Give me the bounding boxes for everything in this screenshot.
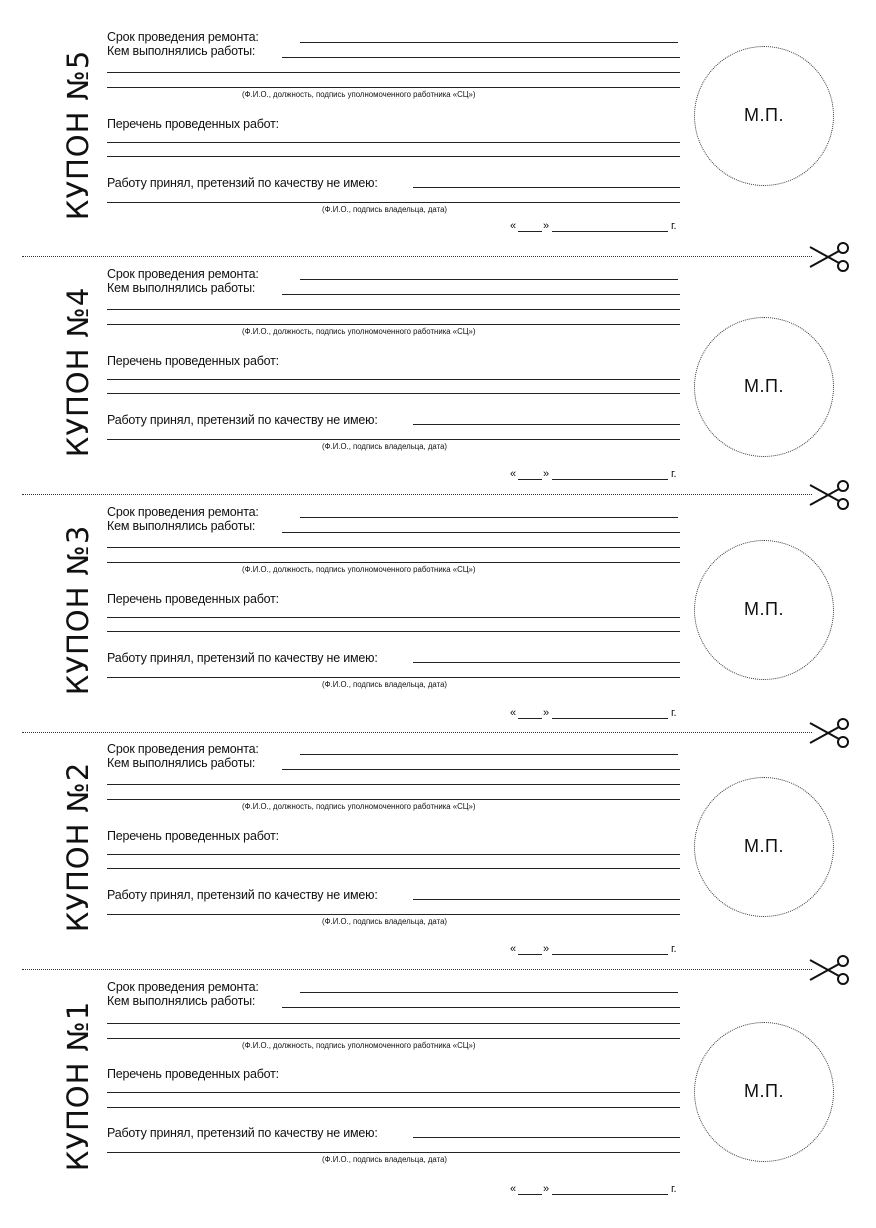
owner-field[interactable]	[107, 914, 680, 915]
accepted-label: Работу принял, претензий по качеству не имею:	[107, 651, 378, 665]
date-month-field[interactable]	[552, 718, 668, 719]
repair-period-label: Срок проведения ремонта:	[107, 30, 259, 44]
repair-period-field[interactable]	[300, 992, 678, 993]
works-list-field-1[interactable]	[107, 1092, 680, 1093]
date-open-quote: «	[510, 468, 516, 480]
coupon-title: КУПОН №5	[61, 49, 95, 221]
performed-by-field[interactable]	[282, 1007, 680, 1008]
works-list-label: Перечень проведенных работ:	[107, 117, 279, 131]
repair-period-label: Срок проведения ремонта:	[107, 980, 259, 994]
accepted-field[interactable]	[413, 424, 680, 425]
date-day-field[interactable]	[518, 718, 542, 719]
stamp-circle	[694, 777, 834, 917]
performed-by-caption: (Ф.И.О., должность, подпись уполномоченного работника «СЦ»)	[242, 1041, 476, 1050]
date-month-field[interactable]	[552, 1194, 668, 1195]
date-close-quote: »	[543, 1183, 549, 1195]
works-list-field-1[interactable]	[107, 617, 680, 618]
date-month-field[interactable]	[552, 954, 668, 955]
performed-by-field-3[interactable]	[107, 562, 680, 563]
performed-by-caption: (Ф.И.О., должность, подпись уполномоченного работника «СЦ»)	[242, 565, 476, 574]
date-day-field[interactable]	[518, 479, 542, 480]
date-open-quote: «	[510, 943, 516, 955]
date-month-field[interactable]	[552, 479, 668, 480]
coupon-2	[0, 732, 876, 968]
accepted-label: Работу принял, претензий по качеству не имею:	[107, 413, 378, 427]
works-list-field-2[interactable]	[107, 868, 680, 869]
repair-period-field[interactable]	[300, 754, 678, 755]
works-list-field-2[interactable]	[107, 1107, 680, 1108]
date-row	[510, 219, 685, 233]
date-month-field[interactable]	[552, 231, 668, 232]
date-open-quote: «	[510, 707, 516, 719]
repair-period-field[interactable]	[300, 279, 678, 280]
accepted-field[interactable]	[413, 662, 680, 663]
performed-by-field-2[interactable]	[107, 72, 680, 73]
performed-by-field[interactable]	[282, 57, 680, 58]
works-list-field-1[interactable]	[107, 142, 680, 143]
repair-period-label: Срок проведения ремонта:	[107, 267, 259, 281]
owner-caption: (Ф.И.О., подпись владельца, дата)	[322, 680, 448, 689]
owner-caption: (Ф.И.О., подпись владельца, дата)	[322, 917, 448, 926]
date-year-suffix: г.	[671, 220, 677, 232]
works-list-label: Перечень проведенных работ:	[107, 1067, 279, 1081]
date-row	[510, 706, 685, 720]
date-year-suffix: г.	[671, 707, 677, 719]
repair-period-label: Срок проведения ремонта:	[107, 505, 259, 519]
owner-field[interactable]	[107, 677, 680, 678]
date-open-quote: «	[510, 1183, 516, 1195]
coupon-5	[0, 20, 876, 256]
performed-by-field-3[interactable]	[107, 1038, 680, 1039]
repair-period-field[interactable]	[300, 517, 678, 518]
stamp-label: М.П.	[744, 105, 784, 125]
date-day-field[interactable]	[518, 231, 542, 232]
works-list-field-1[interactable]	[107, 379, 680, 380]
date-row	[510, 942, 685, 956]
performed-by-field-3[interactable]	[107, 799, 680, 800]
stamp-circle	[694, 1022, 834, 1162]
owner-field[interactable]	[107, 202, 680, 203]
date-close-quote: »	[543, 220, 549, 232]
performed-by-field-3[interactable]	[107, 87, 680, 88]
coupon-1	[0, 971, 876, 1207]
performed-by-field[interactable]	[282, 769, 680, 770]
coupon-4	[0, 257, 876, 493]
performed-by-caption: (Ф.И.О., должность, подпись уполномоченного работника «СЦ»)	[242, 90, 476, 99]
coupon-3	[0, 495, 876, 731]
performed-by-label: Кем выполнялись работы:	[107, 44, 256, 58]
performed-by-label: Кем выполнялись работы:	[107, 994, 256, 1008]
repair-period-field[interactable]	[300, 42, 678, 43]
date-row	[510, 467, 685, 481]
stamp-circle	[694, 317, 834, 457]
stamp-label: М.П.	[744, 376, 784, 396]
coupon-title: КУПОН №1	[61, 1000, 95, 1172]
owner-caption: (Ф.И.О., подпись владельца, дата)	[322, 442, 448, 451]
date-close-quote: »	[543, 707, 549, 719]
date-close-quote: »	[543, 468, 549, 480]
performed-by-caption: (Ф.И.О., должность, подпись уполномоченного работника «СЦ»)	[242, 802, 476, 811]
owner-field[interactable]	[107, 1152, 680, 1153]
works-list-label: Перечень проведенных работ:	[107, 829, 279, 843]
performed-by-label: Кем выполнялись работы:	[107, 519, 256, 533]
stamp-circle	[694, 540, 834, 680]
date-open-quote: «	[510, 220, 516, 232]
coupon-title: КУПОН №4	[61, 286, 95, 458]
date-close-quote: »	[543, 943, 549, 955]
date-row	[510, 1182, 685, 1196]
accepted-field[interactable]	[413, 899, 680, 900]
date-day-field[interactable]	[518, 1194, 542, 1195]
cut-line	[22, 969, 812, 970]
accepted-label: Работу принял, претензий по качеству не имею:	[107, 888, 378, 902]
works-list-field-2[interactable]	[107, 156, 680, 157]
stamp-label: М.П.	[744, 1081, 784, 1101]
stamp-label: М.П.	[744, 836, 784, 856]
performed-by-field-2[interactable]	[107, 784, 680, 785]
works-list-label: Перечень проведенных работ:	[107, 592, 279, 606]
performed-by-field-3[interactable]	[107, 324, 680, 325]
performed-by-field-2[interactable]	[107, 1023, 680, 1024]
performed-by-label: Кем выполнялись работы:	[107, 756, 256, 770]
performed-by-field[interactable]	[282, 532, 680, 533]
date-year-suffix: г.	[671, 468, 677, 480]
accepted-label: Работу принял, претензий по качеству не имею:	[107, 1126, 378, 1140]
works-list-field-2[interactable]	[107, 631, 680, 632]
accepted-field[interactable]	[413, 187, 680, 188]
date-year-suffix: г.	[671, 1183, 677, 1195]
performed-by-caption: (Ф.И.О., должность, подпись уполномоченного работника «СЦ»)	[242, 327, 476, 336]
works-list-label: Перечень проведенных работ:	[107, 354, 279, 368]
performed-by-field[interactable]	[282, 294, 680, 295]
performed-by-label: Кем выполнялись работы:	[107, 281, 256, 295]
coupon-title: КУПОН №3	[61, 524, 95, 696]
performed-by-field-2[interactable]	[107, 547, 680, 548]
stamp-circle	[694, 46, 834, 186]
date-year-suffix: г.	[671, 943, 677, 955]
performed-by-field-2[interactable]	[107, 309, 680, 310]
coupon-title: КУПОН №2	[61, 761, 95, 933]
date-day-field[interactable]	[518, 954, 542, 955]
stamp-label: М.П.	[744, 599, 784, 619]
accepted-field[interactable]	[413, 1137, 680, 1138]
works-list-field-1[interactable]	[107, 854, 680, 855]
owner-field[interactable]	[107, 439, 680, 440]
repair-period-label: Срок проведения ремонта:	[107, 742, 259, 756]
works-list-field-2[interactable]	[107, 393, 680, 394]
owner-caption: (Ф.И.О., подпись владельца, дата)	[322, 1155, 448, 1164]
accepted-label: Работу принял, претензий по качеству не имею:	[107, 176, 378, 190]
owner-caption: (Ф.И.О., подпись владельца, дата)	[322, 205, 448, 214]
